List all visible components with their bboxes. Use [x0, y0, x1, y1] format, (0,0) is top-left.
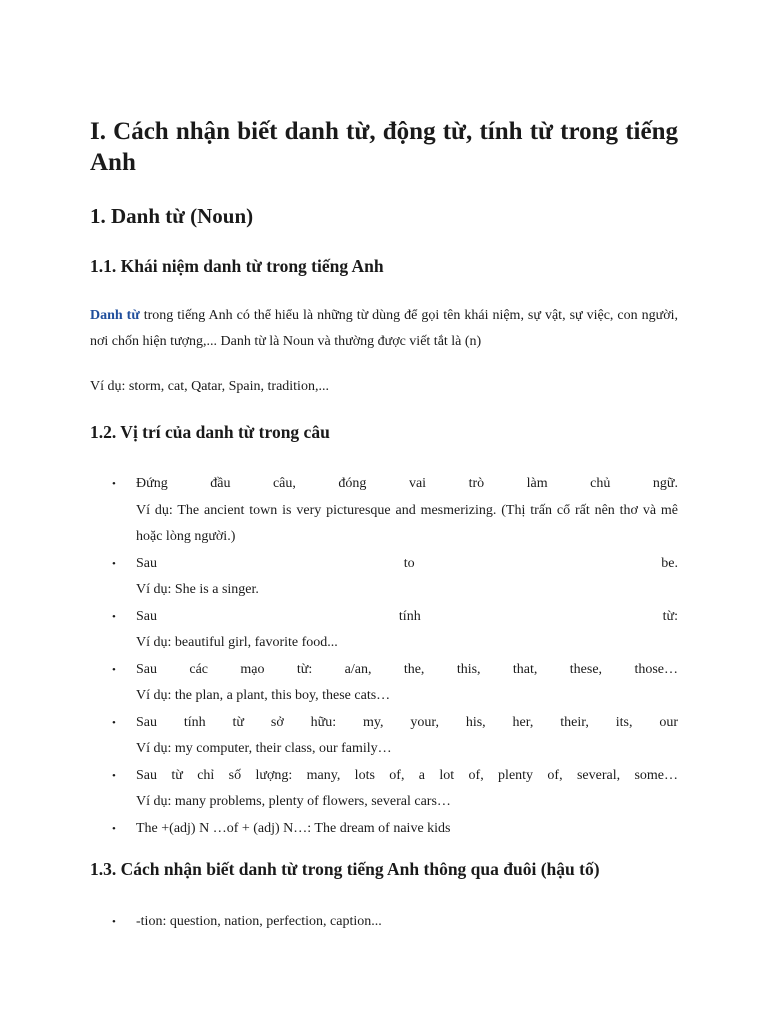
bullet-icon: • — [112, 716, 116, 729]
list-item-head: Đứng đầu câu, đóng vai trò làm chủ ngữ. — [136, 476, 678, 491]
bullet-icon: • — [112, 916, 116, 928]
list-item-example: Ví dụ: the plan, a plant, this boy, these cats… — [136, 688, 391, 703]
bullet-icon: • — [112, 610, 116, 623]
concept-paragraph — [90, 303, 678, 355]
subsection-heading-position: 1.2. Vị trí của danh từ trong câu — [90, 422, 330, 442]
list-item — [90, 604, 678, 657]
list-item-head: Sau từ chỉ số lượng: many, lots of, a lot of, plenty of, several, some… — [136, 767, 678, 783]
noun-link[interactable]: Danh từ — [90, 308, 140, 323]
list-item-example: Ví dụ: The ancient town is very picturesque and mesmerizing. (Thị trấn cổ rất nên thơ và mê hoặc lòng người.) — [136, 502, 678, 544]
list-item-example: Ví dụ: She is a singer. — [136, 582, 259, 597]
bullet-icon: • — [112, 769, 116, 782]
suffix-list — [90, 909, 678, 936]
list-item-example: Ví dụ: many problems, plenty of flowers, several cars… — [136, 794, 451, 809]
subsection-heading-suffix: 1.3. Cách nhận biết danh từ trong tiếng Anh thông qua đuôi (hậu tố) — [90, 859, 600, 879]
list-item — [90, 471, 678, 551]
document-title: I. Cách nhận biết danh từ, động từ, tính từ trong tiếng Anh — [90, 118, 678, 176]
concept-example: Ví dụ: storm, cat, Qatar, Spain, tradition,... — [90, 379, 329, 394]
subsection-heading-concept: 1.1. Khái niệm danh từ trong tiếng Anh — [90, 256, 384, 276]
list-item-head: Sau tính từ sở hữu: my, your, his, her, their, its, our — [136, 714, 678, 730]
bullet-icon: • — [112, 557, 116, 570]
list-item-head: Sau các mạo từ: a/an, the, this, that, these, those… — [136, 661, 678, 677]
bullet-icon: • — [112, 822, 116, 835]
list-item-head: Sau to be. — [136, 555, 678, 571]
concept-paragraph-text: trong tiếng Anh có thể hiểu là những từ dùng để gọi tên khái niệm, sự vật, sự việc, con người, nơi chốn hiện tượng,... Danh từ là Noun và thường được viết tắt là (n) — [90, 308, 678, 349]
list-item — [90, 816, 678, 843]
list-item-head: The +(adj) N …of + (adj) N…: The dream of naive kids — [136, 820, 451, 836]
list-item — [90, 909, 678, 936]
list-item — [90, 657, 678, 710]
position-list — [90, 471, 678, 842]
bullet-icon: • — [112, 663, 116, 676]
list-item — [90, 763, 678, 816]
list-item-head: Sau tính từ: — [136, 608, 678, 624]
list-item — [90, 710, 678, 763]
list-item-example: Ví dụ: my computer, their class, our family… — [136, 741, 392, 756]
list-item-head: -tion: question, nation, perfection, caption... — [136, 914, 382, 929]
list-item — [90, 551, 678, 604]
section-heading-noun: 1. Danh từ (Noun) — [90, 204, 254, 228]
list-item-example: Ví dụ: beautiful girl, favorite food... — [136, 635, 338, 650]
bullet-icon: • — [112, 478, 116, 490]
